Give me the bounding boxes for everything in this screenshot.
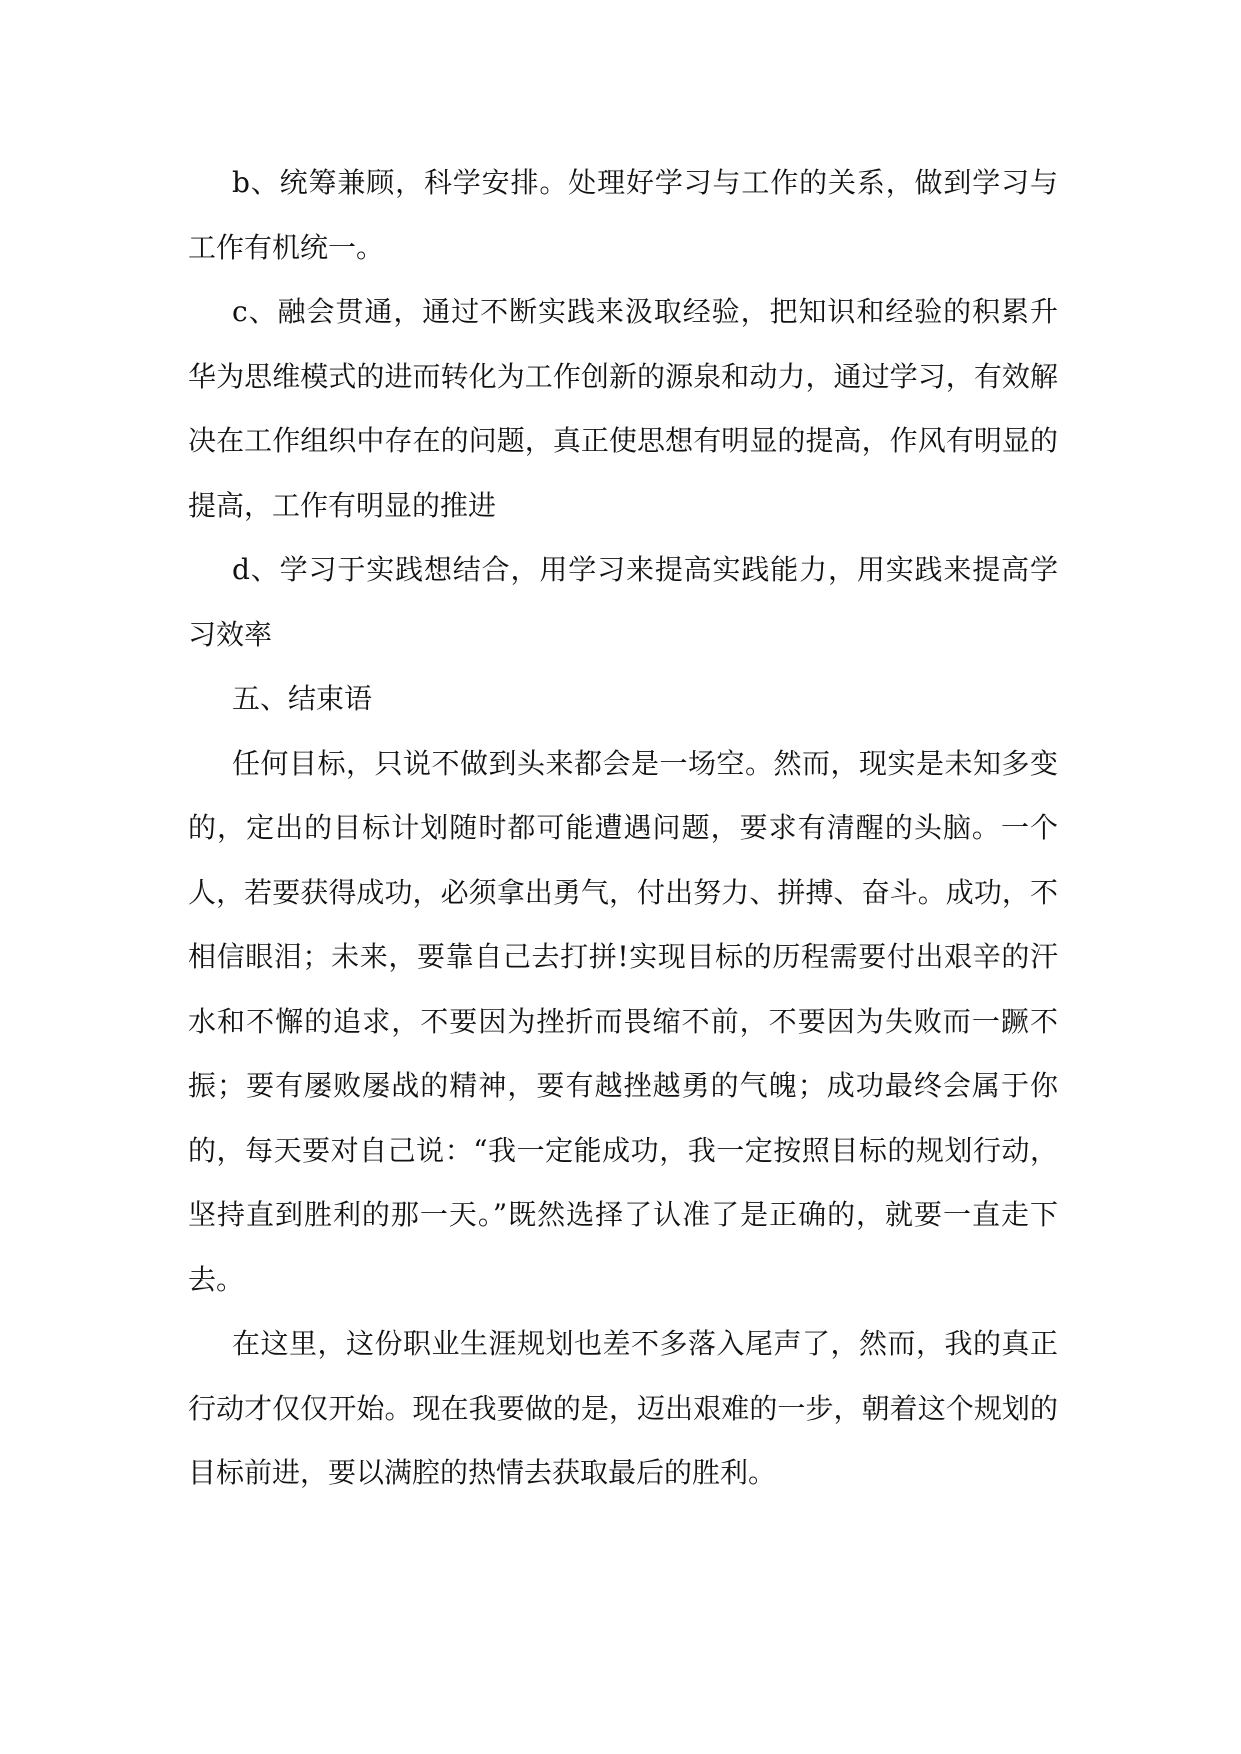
- paragraph-item-c: c、融会贯通，通过不断实践来汲取经验，把知识和经验的积累升华为思维模式的进而转化为工作创新的源泉和动力，通过学习，有效解决在工作组织中存在的问题，真正使思想有明显的提高，作风有明显的提高，工作有明显的推进: [188, 295, 1058, 522]
- document-body: [188, 151, 1058, 1506]
- paragraph-closing: 在这里，这份职业生涯规划也差不多落入尾声了，然而，我的真正行动才仅仅开始。现在我要做的是，迈出艰难的一步，朝着这个规划的目标前进，要以满腔的热情去获取最后的胜利。: [188, 1327, 1058, 1489]
- section-heading: 五、结束语: [232, 682, 373, 715]
- paragraph-conclusion: 任何目标，只说不做到头来都会是一场空。然而，现实是未知多变的，定出的目标计划随时都可能遭遇问题，要求有清醒的头脑。一个人，若要获得成功，必须拿出勇气，付出努力、拼搏、奋斗。成功，不相信眼泪；未来，要靠自己去打拼!实现目标的历程需要付出艰辛的汗水和不懈的追求，不要因为挫折而畏缩不前，不要因为失败而一蹶不振；要有屡败屡战的精神，要有越挫越勇的气魄；成功最终会属于你的，每天要对自己说：“我一定能成功，我一定按照目标的规划行动，坚持直到胜利的那一天。”既然选择了认准了是正确的，就要一直走下去。: [188, 746, 1058, 1296]
- paragraph-item-b: b、统筹兼顾，科学安排。处理好学习与工作的关系，做到学习与工作有机统一。: [188, 166, 1058, 264]
- paragraph-item-d: d、学习于实践想结合，用学习来提高实践能力，用实践来提高学习效率: [188, 553, 1058, 651]
